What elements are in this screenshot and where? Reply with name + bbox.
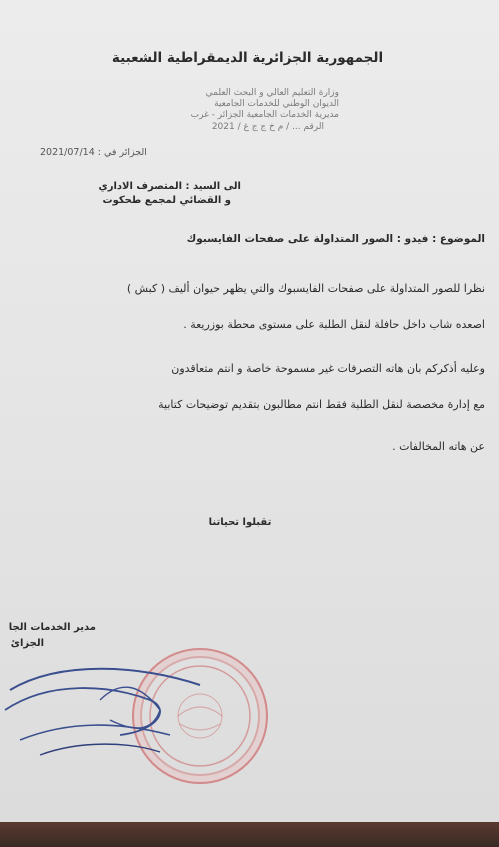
recipient-line-1: الى السيد : المتصرف الاداري — [98, 181, 241, 192]
recipient-line-2: و القضائي لمجمع طحكوت — [102, 195, 231, 206]
body-line-4: مع إدارة مخصصة لنقل الطلبة فقط انتم مطالبون بتقديم توضيحات كتابية — [158, 398, 485, 411]
date-line: الجزائر في : 2021/07/14 — [40, 147, 147, 158]
signatory-city: الجزائ — [10, 638, 44, 649]
office-line: الديوان الوطني للخدمات الجامعية — [214, 99, 339, 109]
body-line-2: اصعده شاب داخل حافلة لنقل الطلبة على مستوى محطة بوزريعة . — [183, 318, 485, 331]
directorate-line: مديرية الخدمات الجامعية الجزائر - غرب — [190, 110, 339, 120]
subject-line: الموضوع : فيدو : الصور المتداولة على صفحات الفايسبوك — [186, 233, 485, 245]
table-edge — [0, 822, 499, 847]
body-line-5: عن هاته المخالفات . — [392, 440, 485, 453]
body-line-1: نظرا للصور المتداولة على صفحات الفايسبوك والتي يظهر حيوان أليف ( كبش ) — [126, 282, 485, 295]
closing-line: تقبلوا تحياتنا — [208, 517, 272, 528]
body-line-3: وعليه أذكركم بان هاته التصرفات غير مسموحة خاصة و انتم متعاقدون — [171, 362, 485, 375]
republic-heading: الجمهورية الجزائرية الديمقراطية الشعبية — [111, 50, 384, 66]
reference-number: الرقم ... / م خ ج ج غ / 2021 — [211, 122, 324, 132]
signature-icon — [0, 640, 240, 780]
ministry-line: وزارة التعليم العالي و البحث العلمي — [205, 88, 339, 98]
signatory-title: مدير الخدمات الجا — [8, 622, 96, 633]
